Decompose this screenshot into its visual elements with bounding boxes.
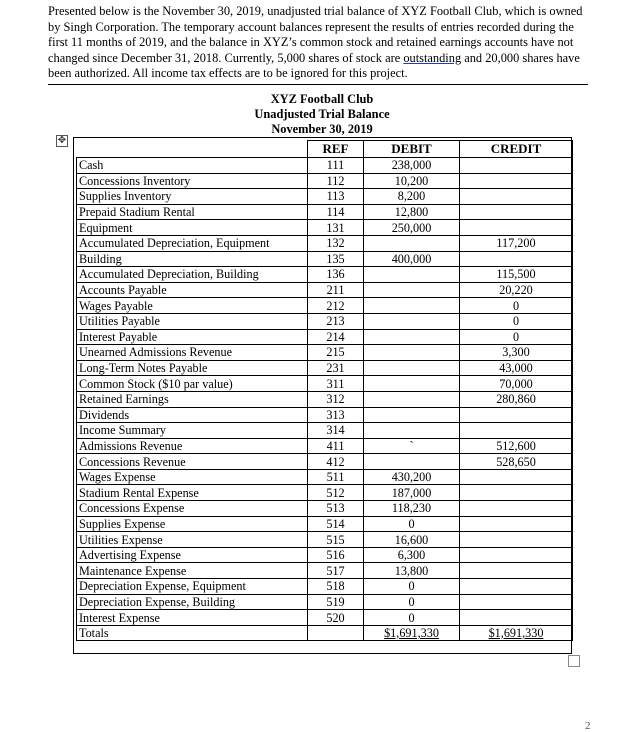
- debit-value: 0: [364, 594, 460, 610]
- account-name: Income Summary: [77, 423, 308, 439]
- credit-value: 280,860: [460, 391, 573, 407]
- debit-value: 6,300: [364, 547, 460, 563]
- debit-value: [364, 345, 460, 361]
- account-name: Wages Expense: [77, 469, 308, 485]
- account-name: Dividends: [77, 407, 308, 423]
- account-name: Concessions Revenue: [77, 454, 308, 470]
- table-row: [77, 579, 573, 595]
- credit-value: 117,200: [460, 235, 573, 251]
- debit-value: 187,000: [364, 485, 460, 501]
- account-name: Cash: [77, 158, 308, 174]
- totals-debit: $1,691,330: [384, 626, 439, 641]
- account-ref: 135: [308, 251, 364, 267]
- account-name: Prepaid Stadium Rental: [77, 204, 308, 220]
- table-row: [77, 485, 573, 501]
- table-row: [77, 563, 573, 579]
- credit-value: 3,300: [460, 345, 573, 361]
- debit-value: 8,200: [364, 189, 460, 205]
- debit-value: [364, 329, 460, 345]
- table-row: [77, 282, 573, 298]
- table-row: [77, 158, 573, 174]
- account-ref: 112: [308, 173, 364, 189]
- credit-value: [460, 501, 573, 517]
- credit-value: [460, 579, 573, 595]
- debit-value: 0: [364, 610, 460, 626]
- account-name: Equipment: [77, 220, 308, 236]
- account-ref: 520: [308, 610, 364, 626]
- debit-value: [364, 282, 460, 298]
- table-row: [77, 220, 573, 236]
- credit-value: 70,000: [460, 376, 573, 392]
- account-name: Accumulated Depreciation, Equipment: [77, 235, 308, 251]
- company-name: XYZ Football Club: [270, 92, 374, 106]
- account-ref: 514: [308, 516, 364, 532]
- table-row: [77, 423, 573, 439]
- account-ref: 519: [308, 594, 364, 610]
- intro-paragraph: [48, 4, 588, 85]
- checkbox-icon: [568, 655, 580, 667]
- account-ref: 411: [308, 438, 364, 454]
- table-header-row: [77, 141, 573, 158]
- credit-value: 20,220: [460, 282, 573, 298]
- debit-value: [364, 235, 460, 251]
- credit-value: [460, 485, 573, 501]
- account-name: Building: [77, 251, 308, 267]
- account-ref: 214: [308, 329, 364, 345]
- table-row: [77, 438, 573, 454]
- debit-value: [364, 423, 460, 439]
- account-ref: 136: [308, 267, 364, 283]
- account-name: Unearned Admissions Revenue: [77, 345, 308, 361]
- header-blank: [77, 141, 308, 158]
- table-row: [77, 516, 573, 532]
- account-ref: 412: [308, 454, 364, 470]
- account-ref: 312: [308, 391, 364, 407]
- table-row: [77, 407, 573, 423]
- debit-value: [364, 454, 460, 470]
- account-name: Concessions Expense: [77, 501, 308, 517]
- credit-value: 0: [460, 313, 573, 329]
- table-row: [77, 376, 573, 392]
- credit-value: [460, 469, 573, 485]
- account-ref: 211: [308, 282, 364, 298]
- debit-value: [364, 267, 460, 283]
- account-name: Depreciation Expense, Equipment: [77, 579, 308, 595]
- table-row: [77, 454, 573, 470]
- account-ref: 311: [308, 376, 364, 392]
- table-row: [77, 298, 573, 314]
- account-ref: 313: [308, 407, 364, 423]
- account-ref: 314: [308, 423, 364, 439]
- account-name: Stadium Rental Expense: [77, 485, 308, 501]
- account-name: Admissions Revenue: [77, 438, 308, 454]
- account-ref: 231: [308, 360, 364, 376]
- account-ref: 213: [308, 313, 364, 329]
- account-name: Depreciation Expense, Building: [77, 594, 308, 610]
- table-row: [77, 547, 573, 563]
- account-name: Utilities Payable: [77, 313, 308, 329]
- table-row: [77, 360, 573, 376]
- intro-underlined-word: outstanding: [403, 50, 462, 65]
- account-name: Accumulated Depreciation, Building: [77, 267, 308, 283]
- account-ref: 517: [308, 563, 364, 579]
- account-name: Supplies Expense: [77, 516, 308, 532]
- credit-value: [460, 173, 573, 189]
- account-name: Common Stock ($10 par value): [77, 376, 308, 392]
- credit-value: [460, 563, 573, 579]
- account-name: Supplies Inventory: [77, 189, 308, 205]
- credit-value: [460, 594, 573, 610]
- account-name: Long-Term Notes Payable: [77, 360, 308, 376]
- account-name: Accounts Payable: [77, 282, 308, 298]
- table-row: [77, 329, 573, 345]
- account-ref: 518: [308, 579, 364, 595]
- table-row: [77, 610, 573, 626]
- debit-value: 238,000: [364, 158, 460, 174]
- account-ref: 131: [308, 220, 364, 236]
- table-row: [77, 267, 573, 283]
- account-name: Retained Earnings: [77, 391, 308, 407]
- credit-value: [460, 423, 573, 439]
- header-ref: REF: [308, 141, 364, 158]
- credit-value: [460, 516, 573, 532]
- debit-value: [364, 407, 460, 423]
- account-ref: 512: [308, 485, 364, 501]
- debit-value: [364, 376, 460, 392]
- table-row: [77, 532, 573, 548]
- report-date: November 30, 2019: [271, 122, 373, 136]
- table-row: [77, 189, 573, 205]
- credit-value: [460, 610, 573, 626]
- debit-value: 0: [364, 516, 460, 532]
- account-ref: 212: [308, 298, 364, 314]
- move-handle-icon[interactable]: ✥: [57, 135, 67, 146]
- debit-value: 13,800: [364, 563, 460, 579]
- credit-value: [460, 547, 573, 563]
- debit-value: 430,200: [364, 469, 460, 485]
- account-ref: 113: [308, 189, 364, 205]
- account-ref: 516: [308, 547, 364, 563]
- table-row: [77, 235, 573, 251]
- intro-text-1: Presented below is the November 30, 2019, unadjusted trial balance of XYZ Football Club, which is owned by Singh Corporation. The temporary account balances represent the results of entries recorded during the first 11 months of 2019, and the balance in XYZ’s common stock and retained earnings accounts have not changed since December 31, 2018. Currently, 5,000 shares of stock are: [48, 4, 583, 65]
- account-name: Advertising Expense: [77, 547, 308, 563]
- debit-value: 400,000: [364, 251, 460, 267]
- account-ref: 511: [308, 469, 364, 485]
- table-row: [77, 173, 573, 189]
- account-ref: 111: [308, 158, 364, 174]
- account-name: Utilities Expense: [77, 532, 308, 548]
- credit-value: [460, 251, 573, 267]
- debit-value: [364, 298, 460, 314]
- totals-label: Totals: [77, 625, 308, 641]
- totals-credit: $1,691,330: [488, 626, 544, 641]
- debit-value: 0: [364, 579, 460, 595]
- table-row: [77, 204, 573, 220]
- account-ref: 215: [308, 345, 364, 361]
- account-ref: 114: [308, 204, 364, 220]
- credit-value: [460, 407, 573, 423]
- totals-row: [77, 625, 573, 641]
- table-row: [77, 391, 573, 407]
- header-credit: CREDIT: [460, 141, 573, 158]
- credit-value: 0: [460, 329, 573, 345]
- page-number: 2: [585, 720, 591, 732]
- credit-value: [460, 220, 573, 236]
- account-ref: 515: [308, 532, 364, 548]
- trial-balance-table: [76, 140, 573, 641]
- credit-value: [460, 189, 573, 205]
- account-ref: 513: [308, 501, 364, 517]
- totals-ref: [308, 625, 364, 641]
- debit-value: 16,600: [364, 532, 460, 548]
- debit-value: 10,200: [364, 173, 460, 189]
- table-row: [77, 251, 573, 267]
- account-name: Interest Expense: [77, 610, 308, 626]
- credit-value: 528,650: [460, 454, 573, 470]
- account-name: Interest Payable: [77, 329, 308, 345]
- account-name: Concessions Inventory: [77, 173, 308, 189]
- credit-value: 512,600: [460, 438, 573, 454]
- report-title: Unadjusted Trial Balance: [254, 107, 390, 121]
- credit-value: [460, 532, 573, 548]
- intro-text-2: and 20,000 shares have been authorized. All income tax effects are to be ignored for this project.: [48, 50, 580, 81]
- account-name: Maintenance Expense: [77, 563, 308, 579]
- debit-value: [364, 313, 460, 329]
- debit-value: `: [364, 438, 460, 454]
- debit-value: [364, 391, 460, 407]
- table-row: [77, 469, 573, 485]
- table-row: [77, 501, 573, 517]
- credit-value: [460, 204, 573, 220]
- credit-value: 115,500: [460, 267, 573, 283]
- credit-value: 0: [460, 298, 573, 314]
- debit-value: 118,230: [364, 501, 460, 517]
- debit-value: [364, 360, 460, 376]
- debit-value: 12,800: [364, 204, 460, 220]
- header-debit: DEBIT: [364, 141, 460, 158]
- credit-value: 43,000: [460, 360, 573, 376]
- debit-value: 250,000: [364, 220, 460, 236]
- table-row: [77, 313, 573, 329]
- credit-value: [460, 158, 573, 174]
- table-row: [77, 345, 573, 361]
- account-ref: 132: [308, 235, 364, 251]
- account-name: Wages Payable: [77, 298, 308, 314]
- table-row: [77, 594, 573, 610]
